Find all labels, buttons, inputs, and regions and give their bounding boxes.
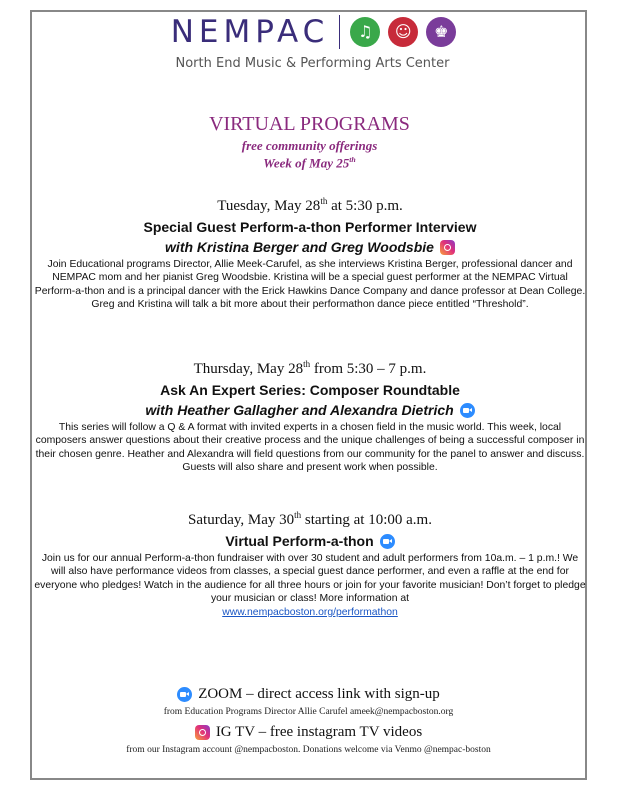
music-notes-icon: ♫ — [350, 17, 380, 47]
event-performathon — [34, 510, 586, 619]
event-description: Join us for our annual Perform-a-thon fundraiser with over 30 student and adult performers from 10a.m. – 1 p.m.! We will also have performance videos from classes, a special guest dance performer, and even a raffle at the end for everyone who pledges! Watch in the audience for all three hours or join for your favorite musician! Don’t forget to pledge your musician or class! More information at www.nempacboston.org/performathon — [34, 553, 586, 618]
zoom-icon[interactable] — [380, 534, 395, 549]
event-roundtable — [34, 359, 586, 475]
zoom-icon[interactable] — [177, 687, 192, 702]
event-interview — [34, 196, 586, 312]
event-date: Saturday, May 30th starting at 10:00 a.m. — [188, 510, 432, 528]
theater-masks-icon: ☺ — [388, 17, 418, 47]
zoom-line: ZOOM – direct access link with sign-up — [30, 686, 587, 703]
igtv-info — [30, 724, 587, 755]
brand-subtitle: North End Music & Performing Arts Center — [175, 56, 450, 71]
people-icon: ♚ — [426, 17, 456, 47]
zoom-note: from Education Programs Director Allie Carufel ameek@nempacboston.org — [163, 707, 454, 717]
event-title: Virtual Perform-a-thon — [34, 533, 586, 549]
instagram-icon[interactable] — [440, 240, 455, 255]
instagram-icon[interactable] — [195, 725, 210, 740]
performathon-link[interactable]: www.nempacboston.org/performathon — [222, 606, 398, 618]
event-title: Special Guest Perform-a-thon Performer Interview — [143, 219, 477, 235]
header — [0, 14, 619, 71]
event-date: Tuesday, May 28th at 5:30 p.m. — [217, 196, 403, 214]
zoom-info — [30, 686, 587, 717]
event-guests: with Kristina Berger and Greg Woodsbie — [34, 239, 586, 255]
event-date: Thursday, May 28th from 5:30 – 7 p.m. — [193, 359, 427, 377]
event-guests: with Heather Gallagher and Alexandra Dietrich — [34, 402, 586, 418]
logo-divider — [339, 15, 340, 49]
brand-name: NEMPAC — [170, 14, 330, 50]
page-subtitle: free community offerings — [241, 138, 378, 153]
event-description: Join Educational programs Director, Allie Meek-Carufel, as she interviews Kristina Berger, professional dancer and NEMPAC mom and her pianist Greg Woodsbie. Kristina will be a special guest performer at the NEMPAC Virtual Perform-a-thon and is a principal dancer with the Erick Hawkins Dance Company and dance professor at Dean College. Greg and Kristina will talk a bit more about their performathon dance piece entitled “Threshold”. — [34, 259, 586, 311]
logo — [8, 14, 619, 50]
event-title: Ask An Expert Series: Composer Roundtable — [160, 382, 460, 398]
page-title: VIRTUAL PROGRAMS — [209, 113, 410, 135]
zoom-icon[interactable] — [460, 403, 475, 418]
igtv-line: IG TV – free instagram TV videos — [30, 724, 587, 741]
week-label: Week of May 25th — [263, 155, 356, 171]
event-description: This series will follow a Q & A format with invited experts in a chosen field in the music world. This week, local composers answer questions about their creative process and the unique challenges of being a successful composer in their chosen genre. Heather and Alexandra will field questions from our community for the panel to answer and discuss. Guests will also share and present work when possible. — [35, 422, 585, 474]
igtv-note: from our Instagram account @nempacboston. Donations welcome via Venmo @nempac-boston — [126, 745, 491, 755]
